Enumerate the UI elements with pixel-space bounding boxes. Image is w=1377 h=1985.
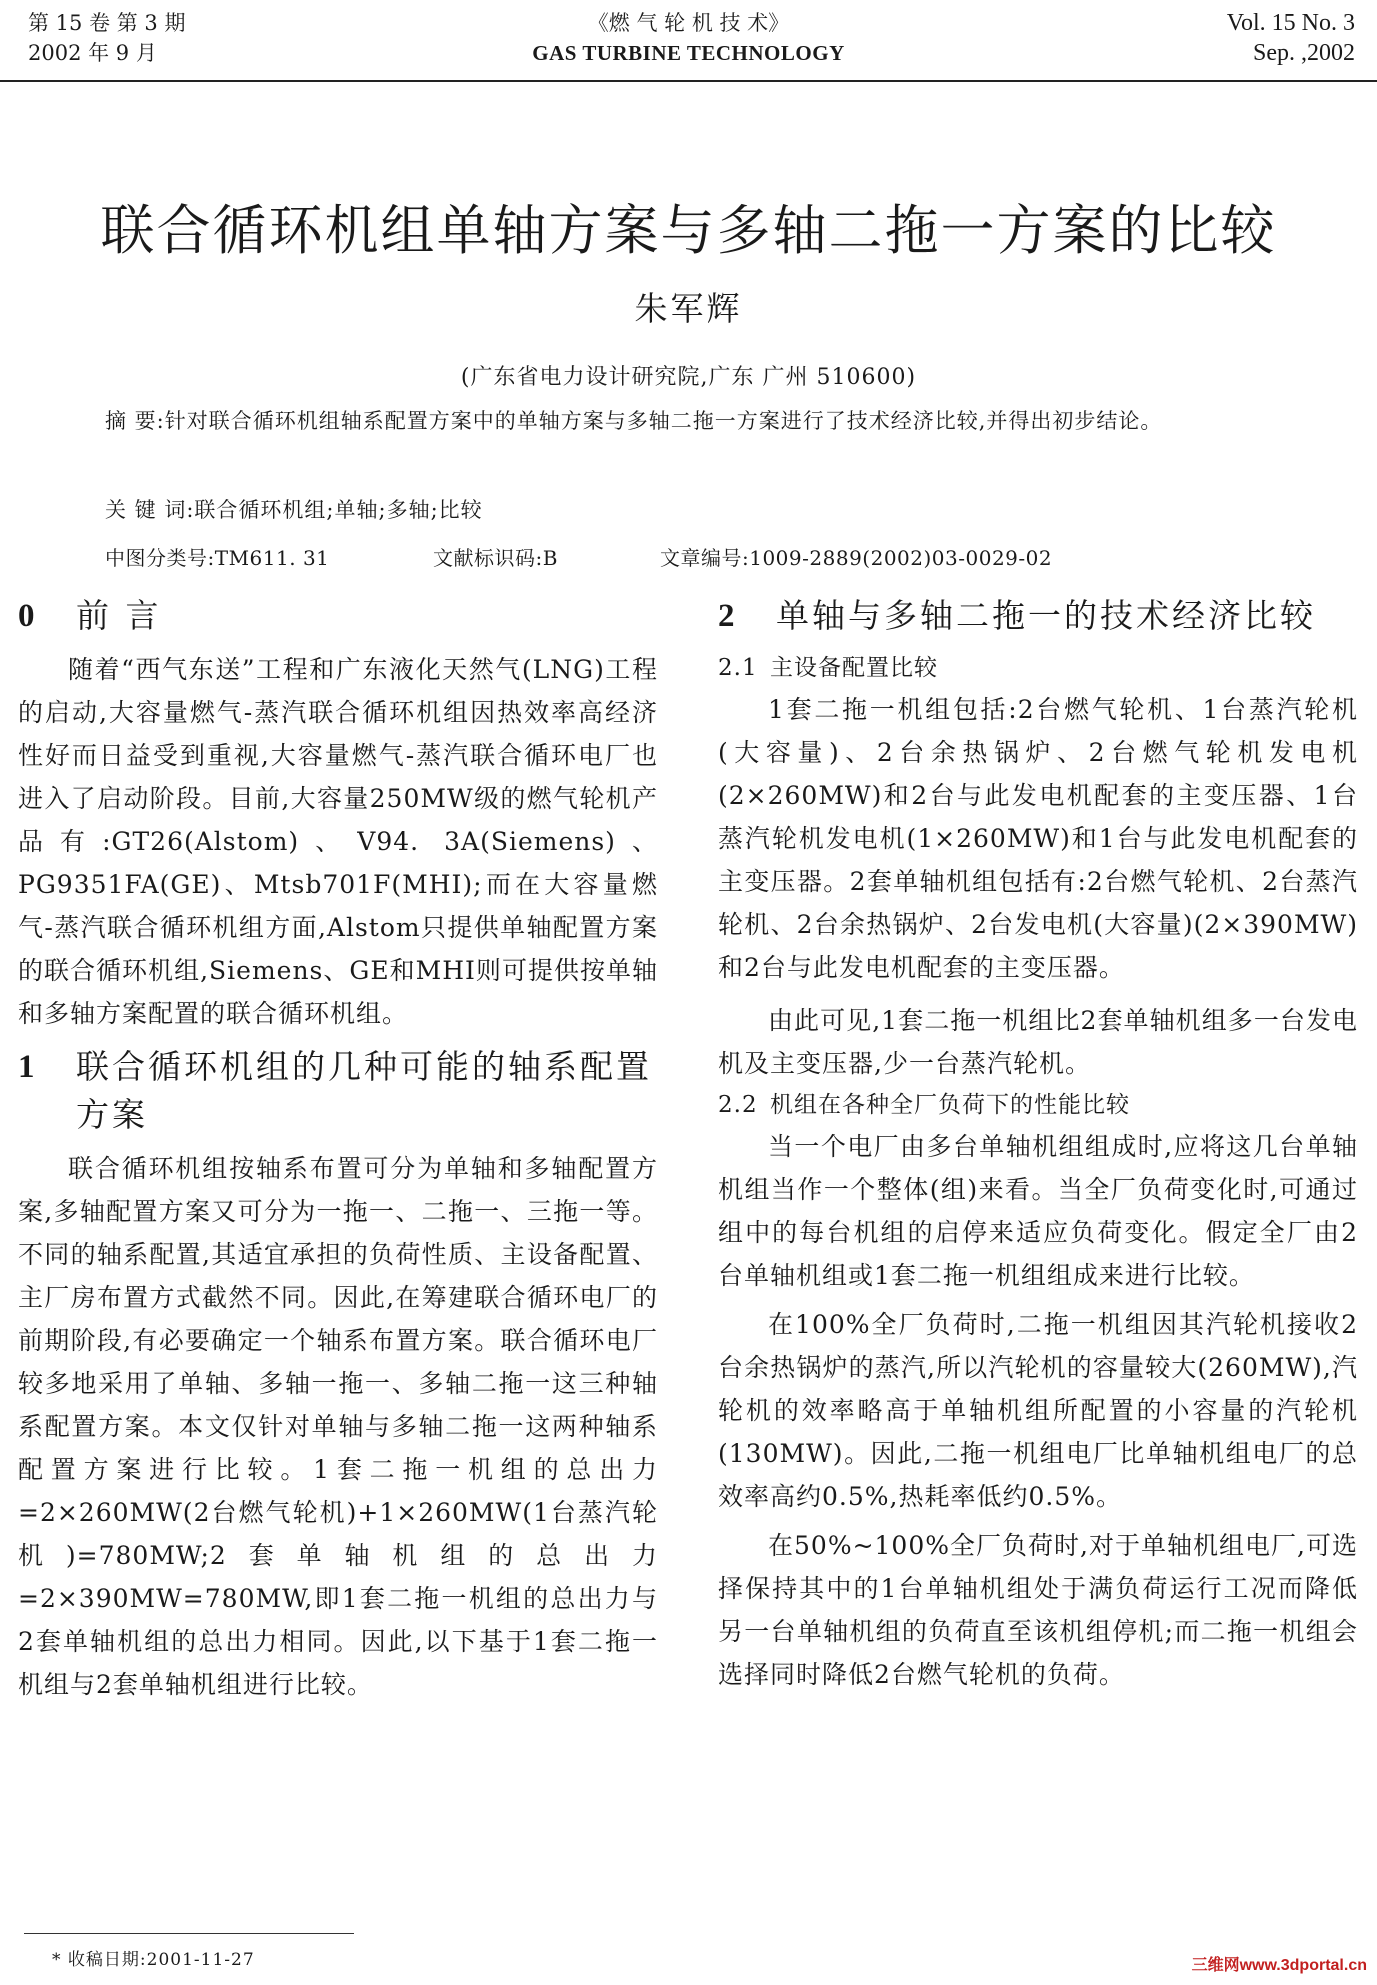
keywords: 关 键 词:联合循环机组;单轴;多轴;比较 xyxy=(105,498,483,522)
paragraph: 1套二拖一机组包括:2台燃气轮机、1台蒸汽轮机(大容量)、2台余热锅炉、2台燃气轮机发电机(2×260MW)和2台与此发电机配套的主变压器、1台蒸汽轮机发电机(1×260MW)和1台与此发电机配套的主变压器。2套单轴机组包括有:2台燃气轮机、2台蒸汽轮机、2台余热锅炉、2台发电机(大容量)(2×390MW)和2台与此发电机配套的主变压器。 xyxy=(718,695,1358,982)
document-code: 文献标识码:B xyxy=(433,546,558,570)
section-title: 前 言 xyxy=(76,596,162,635)
paper-title: 联合循环机组单轴方案与多轴二拖一方案的比较 xyxy=(100,199,1277,262)
clc-number: 中图分类号:TM611. 31 xyxy=(105,546,330,570)
header-center xyxy=(0,8,1377,68)
paragraph: 当一个电厂由多台单轴机组组成时,应将这几台单轴机组当作一个整体(组)来看。当全厂负荷变化时,可通过组中的每台机组的启停来适应负荷变化。假定全厂由2台单轴机组或1套二拖一机组组成来进行比较。 xyxy=(718,1132,1358,1290)
volume-issue: 第 15 卷 第 3 期 xyxy=(28,11,186,35)
header-rule xyxy=(0,80,1377,82)
watermark: 三维网www.3dportal.cn xyxy=(1191,1957,1367,1974)
subsection-title: 主设备配置比较 xyxy=(770,655,938,681)
footnote-rule xyxy=(24,1933,354,1934)
paragraph: 由此可见,1套二拖一机组比2套单轴机组多一台发电机及主变压器,少一台蒸汽轮机。 xyxy=(718,1006,1358,1078)
volume-en: Vol. 15 No. 3 xyxy=(1226,10,1355,36)
issue-date: 2002 年 9 月 xyxy=(28,41,157,65)
subsection-number: 2.1 xyxy=(718,655,758,681)
section-title: 联合循环机组的几种可能的轴系配置方案 xyxy=(76,1047,652,1134)
journal-title-en: GAS TURBINE TECHNOLOGY xyxy=(532,41,845,65)
section-number: 0 xyxy=(18,598,38,634)
date-en: Sep. ,2002 xyxy=(1253,40,1355,66)
section-title: 单轴与多轴二拖一的技术经济比较 xyxy=(776,596,1316,635)
journal-title-cn: 《燃 气 轮 机 技 术》 xyxy=(587,11,790,35)
left-column xyxy=(18,592,658,1706)
affiliation: (广东省电力设计研究院,广东 广州 510600) xyxy=(460,365,917,390)
author: 朱军辉 xyxy=(634,289,743,328)
paragraph: 随着“西气东送”工程和广东液化天然气(LNG)工程的启动,大容量燃气-蒸汽联合循环机组因热效率高经济性好而日益受到重视,大容量燃气-蒸汽联合循环电厂也进入了启动阶段。目前,大容量250MW级的燃气轮机产品有:GT26(Alstom)、V94. 3A(Siemens)、PG9351FA(GE)、Mtsb701F(MHI);而在大容量燃气-蒸汽联合循环机组方面,Alstom只提供单轴配置方案的联合循环机组,Siemens、GE和MHI则可提供按单轴和多轴方案配置的联合循环机组。 xyxy=(18,655,658,1028)
paragraph: 在100%全厂负荷时,二拖一机组因其汽轮机接收2台余热锅炉的蒸汽,所以汽轮机的容量较大(260MW),汽轮机的效率略高于单轴机组所配置的小容量的汽轮机(130MW)。因此,二拖一机组电厂比单轴机组电厂的总效率高约0.5%,热耗率低约0.5%。 xyxy=(718,1310,1358,1511)
subsection-2-2-heading xyxy=(718,1085,1358,1125)
section-2-heading xyxy=(718,592,1358,640)
paragraph: 在50%~100%全厂负荷时,对于单轴机组电厂,可选择保持其中的1台单轴机组处于满负荷运行工况而降低另一台单轴机组的负荷直至该机组停机;而二拖一机组会选择同时降低2台燃气轮机的负荷。 xyxy=(718,1531,1358,1689)
section-0-heading xyxy=(18,592,658,640)
footnote: * 收稿日期:2001-11-27 xyxy=(52,1950,255,1970)
subsection-2-1-heading xyxy=(718,648,1358,688)
subsection-title: 机组在各种全厂负荷下的性能比较 xyxy=(770,1092,1130,1118)
section-number: 1 xyxy=(18,1049,38,1085)
section-number: 2 xyxy=(718,598,738,634)
header-right xyxy=(1227,8,1355,68)
right-column xyxy=(718,592,1358,1696)
abstract: 摘 要:针对联合循环机组轴系配置方案中的单轴方案与多轴二拖一方案进行了技术经济比较,并得出初步结论。 xyxy=(105,409,1163,433)
article-number: 文章编号:1009-2889(2002)03-0029-02 xyxy=(660,546,1053,570)
paragraph: 联合循环机组按轴系布置可分为单轴和多轴配置方案,多轴配置方案又可分为一拖一、二拖一、三拖一等。不同的轴系配置,其适宜承担的负荷性质、主设备配置、主厂房布置方式截然不同。因此,在筹建联合循环电厂的前期阶段,有必要确定一个轴系布置方案。联合循环电厂较多地采用了单轴、多轴一拖一、多轴二拖一这三种轴系配置方案。本文仅针对单轴与多轴二拖一这两种轴系配置方案进行比较。1套二拖一机组的总出力=2×260MW(2台燃气轮机)+1×260MW(1台蒸汽轮机)=780MW;2套单轴机组的总出力=2×390MW=780MW,即1套二拖一机组的总出力与2套单轴机组的总出力相同。因此,以下基于1套二拖一机组与2套单轴机组进行比较。 xyxy=(18,1154,658,1699)
section-1-heading xyxy=(18,1043,658,1139)
subsection-number: 2.2 xyxy=(718,1092,758,1118)
